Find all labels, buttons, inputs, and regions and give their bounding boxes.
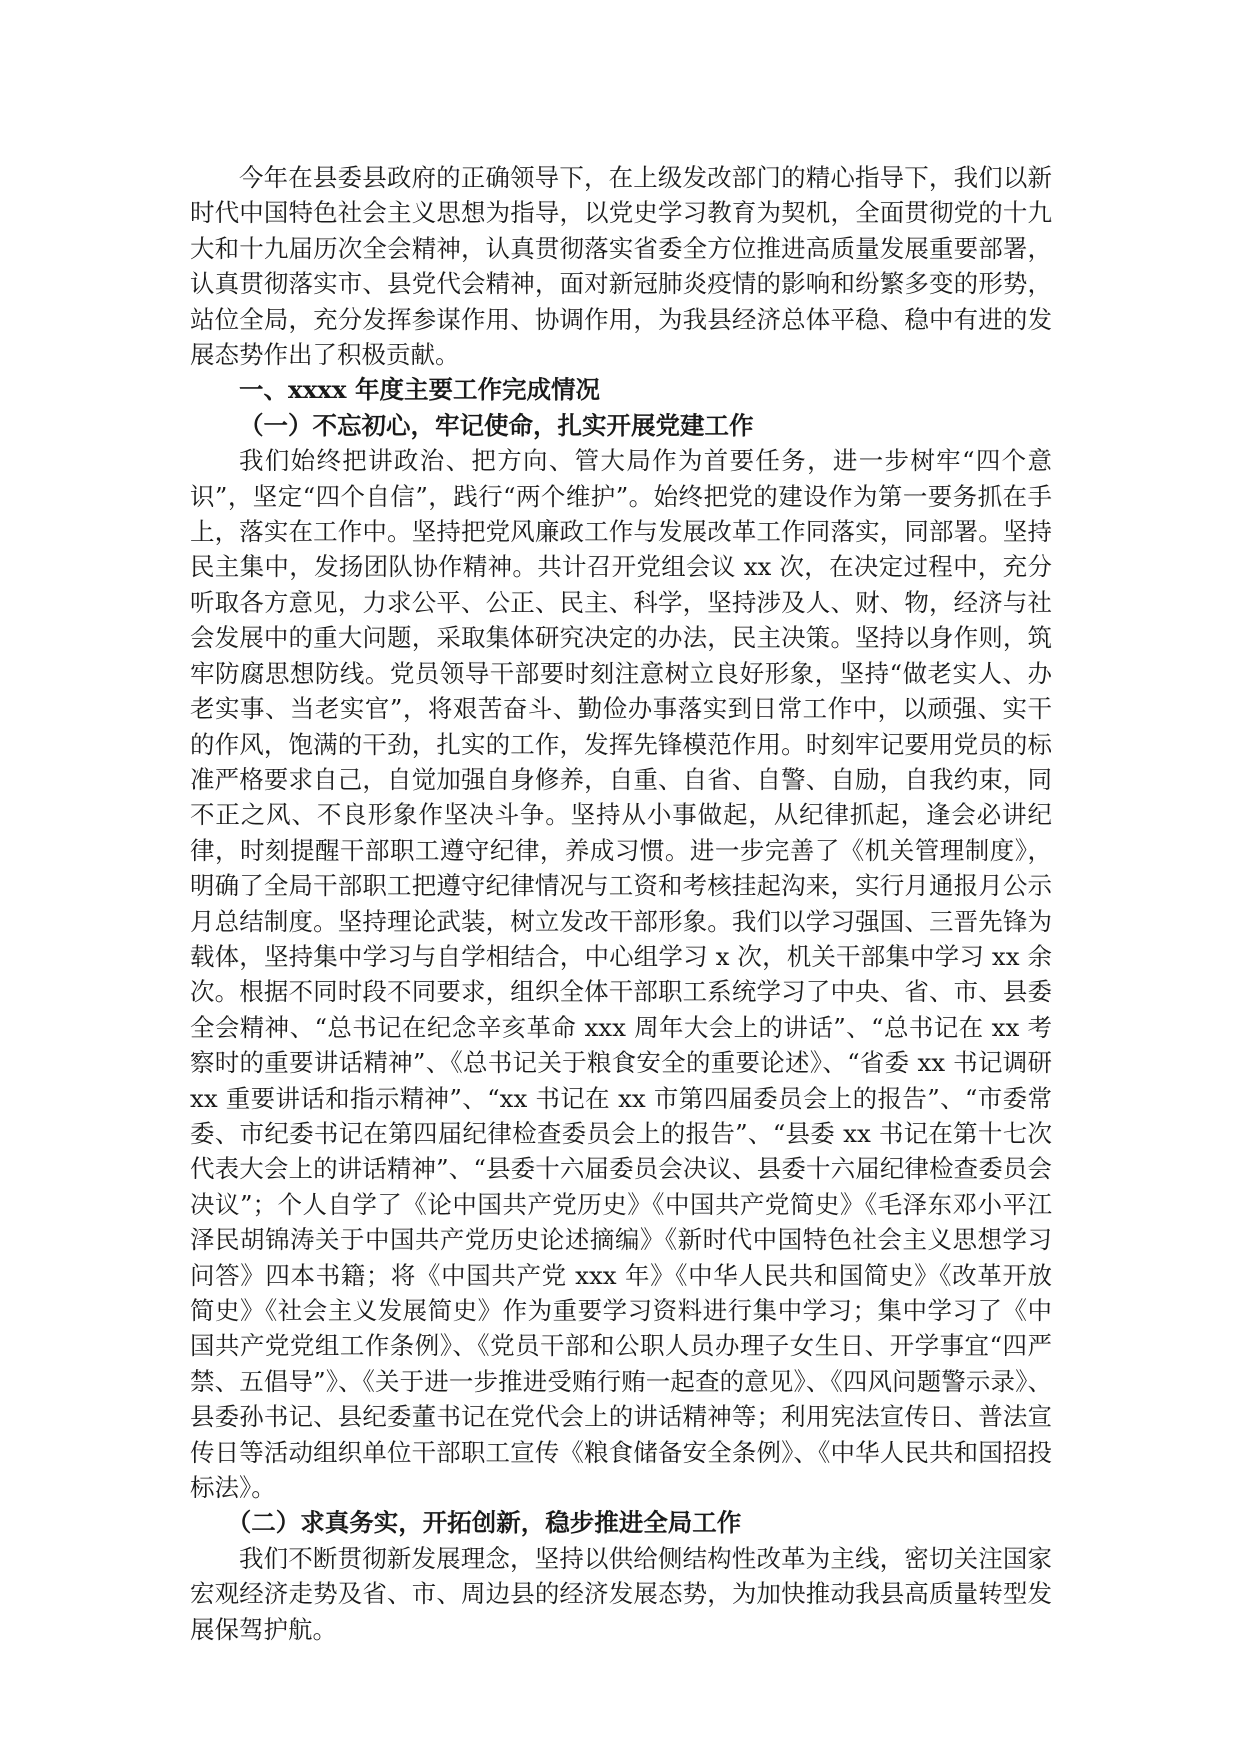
- subsection-heading-2: （二）求真务实，开拓创新，稳步推进全局工作: [226, 1508, 742, 1538]
- subsection-1-paragraph: 我们始终把讲政治、把方向、管大局作为首要任务，进一步树牢“四个意识”，坚定“四个自信”，践行“两个维护”。始终把党的建设作为第一要务抓在手上，落实在工作中。坚持把党风廉政工作与发展改革工作同落实，同部署。坚持民主集中，发扬团队协作精神。共计召开党组会议 xx 次，在决定过程中，充分听取各方意见，力求公平、公正、民主、科学，坚持涉及人、财、物，经济与社会发展中的重大问题，采取集体研究决定的办法，民主决策。坚持以身作则，筑牢防腐思想防线。党员领导干部要时刻注意树立良好形象，坚持“做老实人、办老实事、当老实官”，将艰苦奋斗、勤俭办事落实到日常工作中，以顽强、实干的作风，饱满的干劲，扎实的工作，发挥先锋模范作用。时刻牢记要用党员的标准严格要求自己，自觉加强自身修养，自重、自省、自警、自励，自我约束，同不正之风、不良形象作坚决斗争。坚持从小事做起，从纪律抓起，逢会必讲纪律，时刻提醒干部职工遵守纪律，养成习惯。进一步完善了《机关管理制度》，明确了全局干部职工把遵守纪律情况与工资和考核挂起沟来，实行月通报月公示月总结制度。坚持理论武装，树立发改干部形象。我们以学习强国、三晋先锋为载体，坚持集中学习与自学相结合，中心组学习 x 次，机关干部集中学习 xx 余次。根据不同时段不同要求，组织全体干部职工系统学习了中央、省、市、县委全会精神、“总书记在纪念辛亥革命 xxx 周年大会上的讲话”、“总书记在 xx 考察时的重要讲话精神”、《总书记关于粮食安全的重要论述》、“省委 xx 书记调研 xx 重要讲话和指示精神”、“xx 书记在 xx 市第四届委员会上的报告”、“市委常委、市纪委书记在第四届纪律检查委员会上的报告”、“县委 xx 书记在第十七次代表大会上的讲话精神”、“县委十六届委员会决议、县委十六届纪律检查委员会决议”；个人自学了《论中国共产党历史》《中国共产党简史》《毛泽东邓小平江泽民胡锦涛关于中国共产党历史论述摘编》《新时代中国特色社会主义思想学习问答》四本书籍；将《中国共产党 xxx 年》《中华人民共和国简史》《改革开放简史》《社会主义发展简史》作为重要学习资料进行集中学习；集中学习了《中国共产党党组工作条例》、《党员干部和公职人员办理子女生日、开学事宜“四严禁、五倡导”》、《关于进一步推进受贿行贿一起查的意见》、《四风问题警示录》、县委孙书记、县纪委董书记在党代会上的讲话精神等；利用宪法宣传日、普法宣传日等活动组织单位干部职工宣传《粮食储备安全条例》、《中华人民共和国招投标法》。: [190, 446, 1052, 1503]
- document-body: [190, 160, 1052, 1647]
- subsection-heading-1: （一）不忘初心，牢记使命，扎实开展党建工作: [239, 410, 754, 440]
- section-heading-1: 一、xxxx 年度主要工作完成情况: [239, 375, 600, 405]
- intro-paragraph: 今年在县委县政府的正确领导下，在上级发改部门的精心指导下，我们以新时代中国特色社会主义思想为指导，以党史学习教育为契机，全面贯彻党的十九大和十九届历次全会精神，认真贯彻落实省委全方位推进高质量发展重要部署，认真贯彻落实市、县党代会精神，面对新冠肺炎疫情的影响和纷繁多变的形势，站位全局，充分发挥参谋作用、协调作用，为我县经济总体平稳、稳中有进的发展态势作出了积极贡献。: [190, 163, 1052, 370]
- subsection-2-paragraph: 我们不断贯彻新发展理念，坚持以供给侧结构性改革为主线，密切关注国家宏观经济走势及省、市、周边县的经济发展态势，为加快推动我县高质量转型发展保驾护航。: [190, 1543, 1052, 1644]
